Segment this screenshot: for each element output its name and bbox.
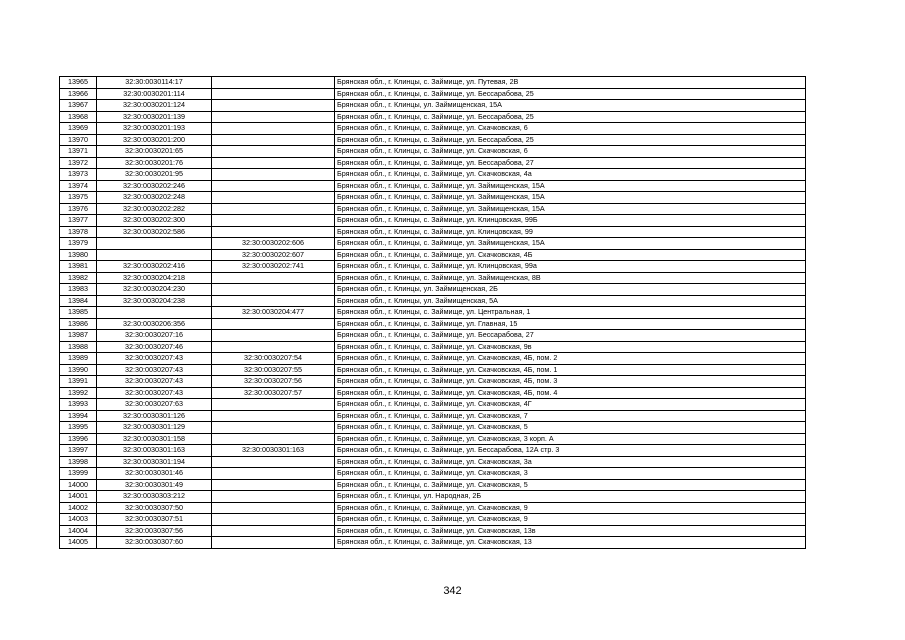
address-cell: Брянская обл., г. Клинцы, с. Займище, ул. Займищенская, 8В xyxy=(335,272,806,284)
table-row xyxy=(60,537,806,549)
address-cell: Брянская обл., г. Клинцы, с. Займище, ул. Бессарабова, 27 xyxy=(335,157,806,169)
row-number-cell: 13997 xyxy=(60,445,97,457)
row-number-cell: 13974 xyxy=(60,180,97,192)
table-row xyxy=(60,249,806,261)
cadastral-number-cell: 32:30:0030206:356 xyxy=(97,318,212,330)
address-cell: Брянская обл., г. Клинцы, ул. Займищенская, 15А xyxy=(335,100,806,112)
cadastral-number-cell: 32:30:0030207:16 xyxy=(97,330,212,342)
address-cell: Брянская обл., г. Клинцы, с. Займище, ул. Скачковская, 5 xyxy=(335,479,806,491)
row-number-cell: 13978 xyxy=(60,226,97,238)
table-row xyxy=(60,203,806,215)
address-cell: Брянская обл., г. Клинцы, с. Займище, ул. Скачковская, 13в xyxy=(335,525,806,537)
row-number-cell: 13991 xyxy=(60,376,97,388)
address-cell: Брянская обл., г. Клинцы, с. Займище, ул. Клинцовская, 99Б xyxy=(335,215,806,227)
sub-object-cadastral-cell xyxy=(212,146,335,158)
table-row xyxy=(60,376,806,388)
address-cell: Брянская обл., г. Клинцы, с. Займище, ул. Скачковская, 4а xyxy=(335,169,806,181)
address-cell: Брянская обл., г. Клинцы, с. Займище, ул. Займищенская, 15А xyxy=(335,203,806,215)
address-cell: Брянская обл., г. Клинцы, с. Займище, ул. Скачковская, 3 корп. А xyxy=(335,433,806,445)
table-row xyxy=(60,111,806,123)
row-number-cell: 13971 xyxy=(60,146,97,158)
cadastral-number-cell: 32:30:0030307:60 xyxy=(97,537,212,549)
cadastral-number-cell: 32:30:0030207:43 xyxy=(97,387,212,399)
sub-object-cadastral-cell xyxy=(212,295,335,307)
address-cell: Брянская обл., г. Клинцы, ул. Займищенская, 5А xyxy=(335,295,806,307)
page-number: 342 xyxy=(443,585,462,597)
cadastral-number-cell: 32:30:0030114:17 xyxy=(97,77,212,89)
table-row xyxy=(60,410,806,422)
table-row xyxy=(60,134,806,146)
cadastral-number-cell: 32:30:0030301:126 xyxy=(97,410,212,422)
table-row xyxy=(60,180,806,192)
cadastral-number-cell: 32:30:0030201:193 xyxy=(97,123,212,135)
address-cell: Брянская обл., г. Клинцы, с. Займище, ул. Клинцовская, 99а xyxy=(335,261,806,273)
table-row xyxy=(60,491,806,503)
cadastral-number-cell: 32:30:0030202:300 xyxy=(97,215,212,227)
sub-object-cadastral-cell xyxy=(212,468,335,480)
address-cell: Брянская обл., г. Клинцы, с. Займище, ул. Бессарабова, 12А стр. 3 xyxy=(335,445,806,457)
cadastral-number-cell: 32:30:0030204:238 xyxy=(97,295,212,307)
row-number-cell: 13987 xyxy=(60,330,97,342)
sub-object-cadastral-cell: 32:30:0030207:56 xyxy=(212,376,335,388)
sub-object-cadastral-cell xyxy=(212,272,335,284)
row-number-cell: 13975 xyxy=(60,192,97,204)
sub-object-cadastral-cell xyxy=(212,180,335,192)
sub-object-cadastral-cell xyxy=(212,433,335,445)
row-number-cell: 13973 xyxy=(60,169,97,181)
row-number-cell: 13998 xyxy=(60,456,97,468)
address-cell: Брянская обл., г. Клинцы, с. Займище, ул. Скачковская, 5 xyxy=(335,422,806,434)
row-number-cell: 13990 xyxy=(60,364,97,376)
address-cell: Брянская обл., г. Клинцы, с. Займище, ул. Скачковская, 4Г xyxy=(335,399,806,411)
sub-object-cadastral-cell xyxy=(212,100,335,112)
sub-object-cadastral-cell xyxy=(212,284,335,296)
cadastral-number-cell: 32:30:0030204:230 xyxy=(97,284,212,296)
sub-object-cadastral-cell xyxy=(212,525,335,537)
address-cell: Брянская обл., г. Клинцы, с. Займище, ул. Бессарабова, 25 xyxy=(335,88,806,100)
sub-object-cadastral-cell xyxy=(212,169,335,181)
address-cell: Брянская обл., г. Клинцы, с. Займище, ул. Скачковская, 4Б, пом. 2 xyxy=(335,353,806,365)
address-cell: Брянская обл., г. Клинцы, с. Займище, ул. Скачковская, 6 xyxy=(335,146,806,158)
row-number-cell: 13983 xyxy=(60,284,97,296)
table-row xyxy=(60,226,806,238)
row-number-cell: 14001 xyxy=(60,491,97,503)
cadastral-number-cell: 32:30:0030207:43 xyxy=(97,353,212,365)
table-row xyxy=(60,261,806,273)
sub-object-cadastral-cell xyxy=(212,203,335,215)
cadastral-number-cell: 32:30:0030207:46 xyxy=(97,341,212,353)
table-row xyxy=(60,100,806,112)
sub-object-cadastral-cell: 32:30:0030207:55 xyxy=(212,364,335,376)
row-number-cell: 13970 xyxy=(60,134,97,146)
row-number-cell: 13985 xyxy=(60,307,97,319)
row-number-cell: 13993 xyxy=(60,399,97,411)
cadastral-number-cell: 32:30:0030207:43 xyxy=(97,364,212,376)
sub-object-cadastral-cell xyxy=(212,537,335,549)
cadastral-number-cell: 32:30:0030201:65 xyxy=(97,146,212,158)
table-row xyxy=(60,399,806,411)
row-number-cell: 13982 xyxy=(60,272,97,284)
sub-object-cadastral-cell xyxy=(212,410,335,422)
table-row xyxy=(60,157,806,169)
address-cell: Брянская обл., г. Клинцы, с. Займище, ул. Скачковская, 9 xyxy=(335,514,806,526)
address-cell: Брянская обл., г. Клинцы, с. Займище, ул. Клинцовская, 99 xyxy=(335,226,806,238)
table-row xyxy=(60,284,806,296)
row-number-cell: 14005 xyxy=(60,537,97,549)
sub-object-cadastral-cell xyxy=(212,479,335,491)
cadastral-number-cell: 32:30:0030301:163 xyxy=(97,445,212,457)
address-cell: Брянская обл., г. Клинцы, с. Займище, ул. Займищенская, 15А xyxy=(335,238,806,250)
address-cell: Брянская обл., г. Клинцы, с. Займище, ул. Главная, 15 xyxy=(335,318,806,330)
table-row xyxy=(60,123,806,135)
sub-object-cadastral-cell xyxy=(212,318,335,330)
cadastral-number-cell: 32:30:0030201:114 xyxy=(97,88,212,100)
row-number-cell: 13999 xyxy=(60,468,97,480)
address-cell: Брянская обл., г. Клинцы, с. Займище, ул. Скачковская, 4Б, пом. 3 xyxy=(335,376,806,388)
sub-object-cadastral-cell xyxy=(212,192,335,204)
table-row xyxy=(60,146,806,158)
address-cell: Брянская обл., г. Клинцы, с. Займище, ул. Скачковская, 13 xyxy=(335,537,806,549)
cadastral-number-cell: 32:30:0030307:51 xyxy=(97,514,212,526)
sub-object-cadastral-cell xyxy=(212,502,335,514)
cadastral-number-cell: 32:30:0030207:63 xyxy=(97,399,212,411)
table-row xyxy=(60,525,806,537)
cadastral-number-cell: 32:30:0030301:49 xyxy=(97,479,212,491)
address-cell: Брянская обл., г. Клинцы, с. Займище, ул. Скачковская, 9 xyxy=(335,502,806,514)
address-cell: Брянская обл., г. Клинцы, с. Займище, ул. Скачковская, 4Б, пом. 1 xyxy=(335,364,806,376)
cadastral-number-cell: 32:30:0030202:246 xyxy=(97,180,212,192)
row-number-cell: 14002 xyxy=(60,502,97,514)
address-cell: Брянская обл., г. Клинцы, с. Займище, ул. Займищенская, 15А xyxy=(335,192,806,204)
row-number-cell: 13966 xyxy=(60,88,97,100)
row-number-cell: 13988 xyxy=(60,341,97,353)
table-row xyxy=(60,192,806,204)
table-row xyxy=(60,318,806,330)
sub-object-cadastral-cell xyxy=(212,215,335,227)
table-row xyxy=(60,341,806,353)
sub-object-cadastral-cell xyxy=(212,134,335,146)
row-number-cell: 13980 xyxy=(60,249,97,261)
table-row xyxy=(60,88,806,100)
cadastral-number-cell: 32:30:0030201:200 xyxy=(97,134,212,146)
address-cell: Брянская обл., г. Клинцы, с. Займище, ул. Бессарабова, 27 xyxy=(335,330,806,342)
row-number-cell: 13984 xyxy=(60,295,97,307)
address-cell: Брянская обл., г. Клинцы, ул. Займищенская, 2Б xyxy=(335,284,806,296)
address-cell: Брянская обл., г. Клинцы, с. Займище, ул. Скачковская, 6 xyxy=(335,123,806,135)
address-cell: Брянская обл., г. Клинцы, ул. Народная, 2Б xyxy=(335,491,806,503)
row-number-cell: 13977 xyxy=(60,215,97,227)
row-number-cell: 13968 xyxy=(60,111,97,123)
table-row xyxy=(60,77,806,89)
row-number-cell: 13965 xyxy=(60,77,97,89)
row-number-cell: 13969 xyxy=(60,123,97,135)
table-row xyxy=(60,238,806,250)
sub-object-cadastral-cell xyxy=(212,77,335,89)
row-number-cell: 13972 xyxy=(60,157,97,169)
sub-object-cadastral-cell xyxy=(212,341,335,353)
sub-object-cadastral-cell xyxy=(212,88,335,100)
sub-object-cadastral-cell xyxy=(212,157,335,169)
table-row xyxy=(60,330,806,342)
address-cell: Брянская обл., г. Клинцы, с. Займище, ул. Центральная, 1 xyxy=(335,307,806,319)
table-row xyxy=(60,215,806,227)
table-row xyxy=(60,468,806,480)
row-number-cell: 13989 xyxy=(60,353,97,365)
table-row xyxy=(60,433,806,445)
cadastral-number-cell: 32:30:0030202:416 xyxy=(97,261,212,273)
address-cell: Брянская обл., г. Клинцы, с. Займище, ул. Скачковская, 9в xyxy=(335,341,806,353)
sub-object-cadastral-cell xyxy=(212,456,335,468)
address-cell: Брянская обл., г. Клинцы, с. Займище, ул. Займищенская, 15А xyxy=(335,180,806,192)
row-number-cell: 13979 xyxy=(60,238,97,250)
cadastral-number-cell: 32:30:0030201:139 xyxy=(97,111,212,123)
sub-object-cadastral-cell xyxy=(212,514,335,526)
sub-object-cadastral-cell xyxy=(212,123,335,135)
sub-object-cadastral-cell xyxy=(212,330,335,342)
address-cell: Брянская обл., г. Клинцы, с. Займище, ул. Бессарабова, 25 xyxy=(335,134,806,146)
sub-object-cadastral-cell: 32:30:0030202:607 xyxy=(212,249,335,261)
table-row xyxy=(60,272,806,284)
address-cell: Брянская обл., г. Клинцы, с. Займище, ул. Путевая, 2В xyxy=(335,77,806,89)
cadastral-number-cell xyxy=(97,249,212,261)
row-number-cell: 13996 xyxy=(60,433,97,445)
table-row xyxy=(60,307,806,319)
sub-object-cadastral-cell xyxy=(212,226,335,238)
sub-object-cadastral-cell: 32:30:0030204:477 xyxy=(212,307,335,319)
cadastral-number-cell: 32:30:0030301:158 xyxy=(97,433,212,445)
row-number-cell: 13992 xyxy=(60,387,97,399)
cadastral-number-cell: 32:30:0030204:218 xyxy=(97,272,212,284)
sub-object-cadastral-cell xyxy=(212,422,335,434)
sub-object-cadastral-cell: 32:30:0030301:163 xyxy=(212,445,335,457)
address-cell: Брянская обл., г. Клинцы, с. Займище, ул. Скачковская, 3а xyxy=(335,456,806,468)
cadastral-number-cell: 32:30:0030307:56 xyxy=(97,525,212,537)
table-row xyxy=(60,169,806,181)
cadastral-number-cell: 32:30:0030303:212 xyxy=(97,491,212,503)
row-number-cell: 13995 xyxy=(60,422,97,434)
row-number-cell: 13981 xyxy=(60,261,97,273)
cadastral-number-cell xyxy=(97,307,212,319)
cadastral-number-cell: 32:30:0030301:46 xyxy=(97,468,212,480)
cadastral-number-cell: 32:30:0030301:194 xyxy=(97,456,212,468)
address-cell: Брянская обл., г. Клинцы, с. Займище, ул. Скачковская, 3 xyxy=(335,468,806,480)
sub-object-cadastral-cell: 32:30:0030202:606 xyxy=(212,238,335,250)
cadastral-number-cell: 32:30:0030201:95 xyxy=(97,169,212,181)
sub-object-cadastral-cell: 32:30:0030202:741 xyxy=(212,261,335,273)
cadastral-number-cell: 32:30:0030202:586 xyxy=(97,226,212,238)
sub-object-cadastral-cell xyxy=(212,491,335,503)
cadastral-number-cell: 32:30:0030201:124 xyxy=(97,100,212,112)
cadastral-number-cell: 32:30:0030202:248 xyxy=(97,192,212,204)
table-row xyxy=(60,445,806,457)
row-number-cell: 13967 xyxy=(60,100,97,112)
sub-object-cadastral-cell: 32:30:0030207:54 xyxy=(212,353,335,365)
row-number-cell: 14004 xyxy=(60,525,97,537)
table-row xyxy=(60,502,806,514)
cadastral-number-cell: 32:30:0030207:43 xyxy=(97,376,212,388)
table-row xyxy=(60,295,806,307)
table-row xyxy=(60,387,806,399)
address-cell: Брянская обл., г. Клинцы, с. Займище, ул. Скачковская, 4Б xyxy=(335,249,806,261)
sub-object-cadastral-cell xyxy=(212,111,335,123)
table-row xyxy=(60,422,806,434)
sub-object-cadastral-cell xyxy=(212,399,335,411)
cadastral-number-cell: 32:30:0030201:76 xyxy=(97,157,212,169)
address-cell: Брянская обл., г. Клинцы, с. Займище, ул. Скачковская, 4Б, пом. 4 xyxy=(335,387,806,399)
row-number-cell: 13994 xyxy=(60,410,97,422)
table-row xyxy=(60,364,806,376)
cadastral-number-cell: 32:30:0030307:50 xyxy=(97,502,212,514)
table-row xyxy=(60,456,806,468)
table-row xyxy=(60,353,806,365)
row-number-cell: 14000 xyxy=(60,479,97,491)
address-cell: Брянская обл., г. Клинцы, с. Займище, ул. Скачковская, 7 xyxy=(335,410,806,422)
cadastral-number-cell: 32:30:0030202:282 xyxy=(97,203,212,215)
table-row xyxy=(60,479,806,491)
property-table-body xyxy=(60,77,806,549)
cadastral-number-cell: 32:30:0030301:129 xyxy=(97,422,212,434)
row-number-cell: 13986 xyxy=(60,318,97,330)
row-number-cell: 14003 xyxy=(60,514,97,526)
address-cell: Брянская обл., г. Клинцы, с. Займище, ул. Бессарабова, 25 xyxy=(335,111,806,123)
row-number-cell: 13976 xyxy=(60,203,97,215)
table-row xyxy=(60,514,806,526)
property-table xyxy=(59,76,806,549)
cadastral-number-cell xyxy=(97,238,212,250)
sub-object-cadastral-cell: 32:30:0030207:57 xyxy=(212,387,335,399)
